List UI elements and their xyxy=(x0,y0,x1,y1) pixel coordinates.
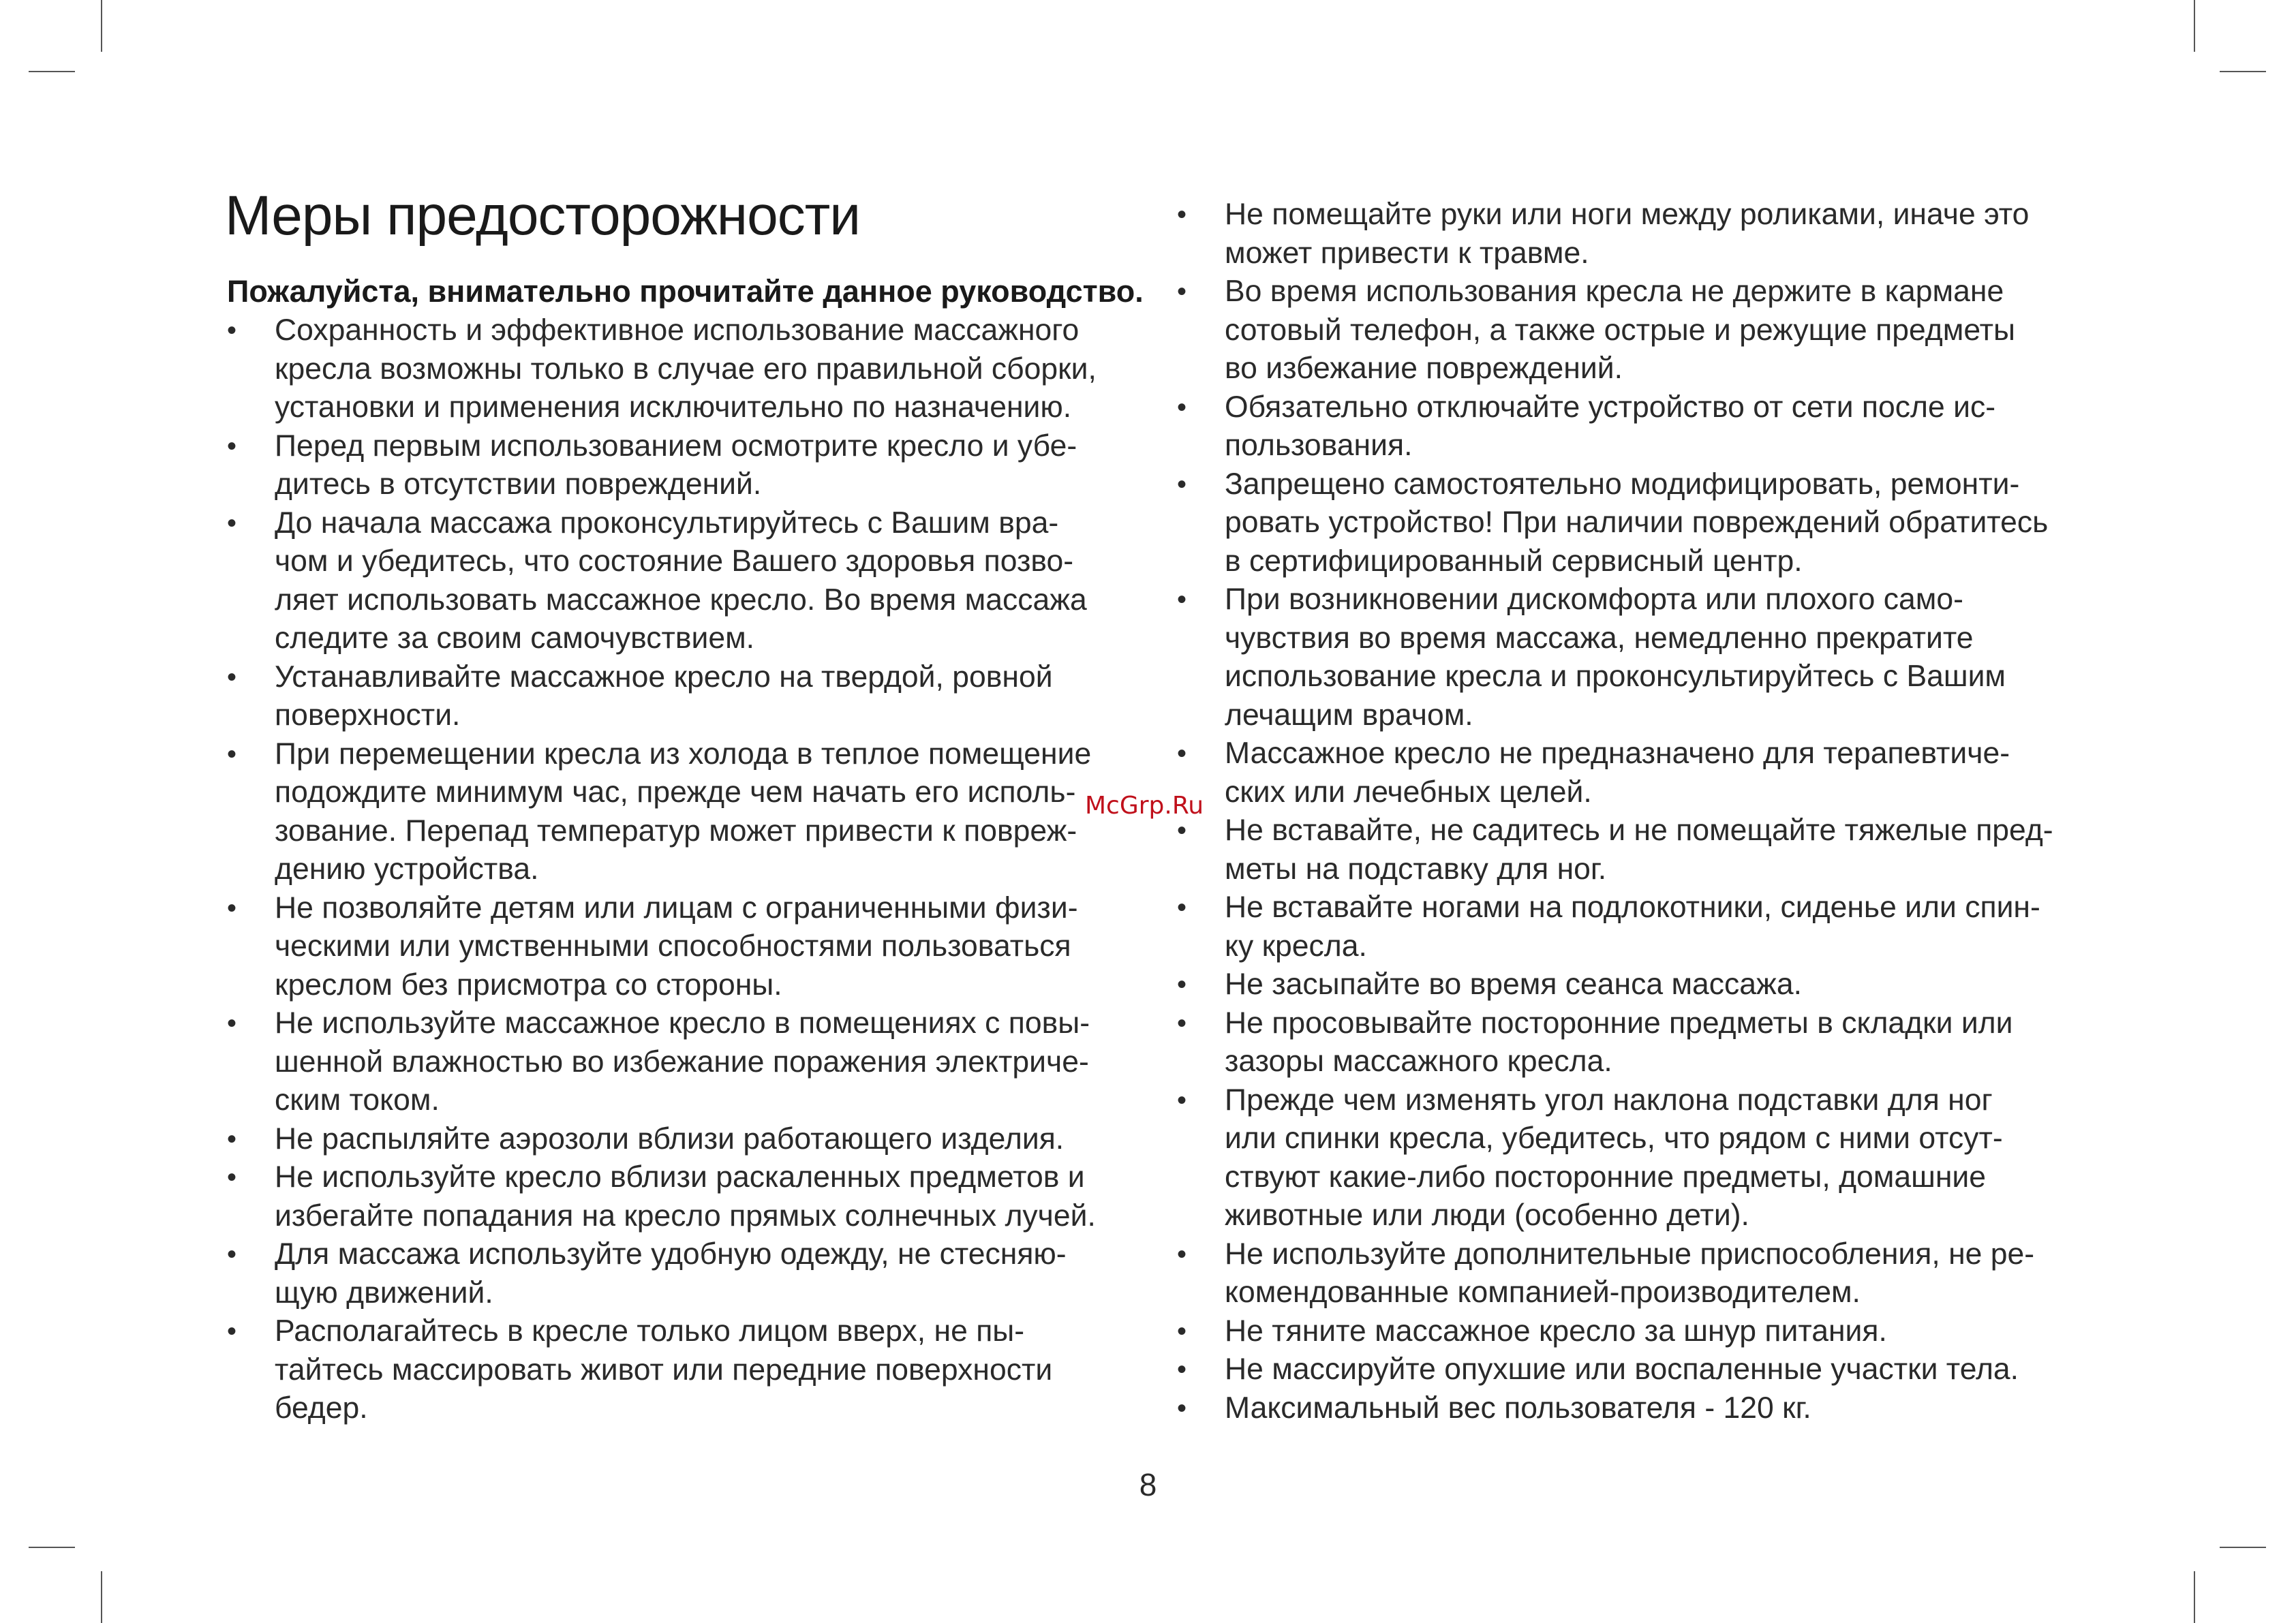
list-item-line: Перед первым использованием осмотрите кресло и убе- xyxy=(275,429,1077,463)
bullet-icon: • xyxy=(1177,1393,1187,1423)
list-item-line: Не используйте массажное кресло в помещениях с повы- xyxy=(275,1006,1090,1040)
list-item xyxy=(227,889,1133,1005)
crop-mark-top-left-horizontal xyxy=(29,71,75,72)
bullet-icon: • xyxy=(227,893,237,923)
list-item-line: зование. Перепад температур может привести к повреж- xyxy=(275,814,1077,848)
list-item-line: установки и применения исключительно по назначению. xyxy=(275,390,1072,424)
list-item-line: Массажное кресло не предназначено для терапевтиче- xyxy=(1225,737,2010,770)
list-item-line: Сохранность и эффективное использование массажного xyxy=(275,313,1080,347)
bullet-icon: • xyxy=(1177,970,1187,1000)
bullet-icon: • xyxy=(1177,1085,1187,1115)
list-item-line: ку кресла. xyxy=(1225,929,1367,963)
bullet-icon: • xyxy=(227,508,237,538)
bullet-icon: • xyxy=(227,662,237,692)
list-item xyxy=(227,311,1133,427)
list-item-line: лечащим врачом. xyxy=(1225,698,1473,732)
list-item xyxy=(1177,965,2083,1004)
list-item-line: Для массажа используйте удобную одежду, не стесняю- xyxy=(275,1237,1067,1271)
list-item xyxy=(1177,581,2083,735)
bullet-icon: • xyxy=(1177,1316,1187,1346)
bullet-icon: • xyxy=(227,1008,237,1038)
list-item-line: бедер. xyxy=(275,1391,368,1425)
list-item-line: тайтесь массировать живот или передние поверхности xyxy=(275,1352,1053,1387)
list-item-line: Запрещено самостоятельно модифицировать, ремонти- xyxy=(1225,467,2020,501)
list-item-line: избегайте попадания на кресло прямых солнечных лучей. xyxy=(275,1199,1096,1233)
bullet-icon: • xyxy=(1177,739,1187,769)
list-item-line: использование кресла и проконсультируйтесь с Вашим xyxy=(1225,660,2006,693)
list-item-line: Максимальный вес пользователя - 120 кг. xyxy=(1225,1391,1811,1425)
bullet-icon: • xyxy=(1177,816,1187,846)
list-item-line: животные или люди (особенно дети). xyxy=(1225,1199,1749,1232)
list-item-line: дению устройства. xyxy=(275,852,539,886)
list-item-line: ствуют какие-либо посторонние предметы, домашние xyxy=(1225,1160,1987,1194)
list-item-line: Не массируйте опухшие или воспаленные участки тела. xyxy=(1225,1352,2019,1386)
crop-mark-bottom-left-vertical xyxy=(101,1571,102,1623)
list-item-line: Не засыпайте во время сеанса массажа. xyxy=(1225,968,1802,1001)
list-item-line: Располагайтесь в кресле только лицом вверх, не пы- xyxy=(275,1314,1025,1348)
list-item-line: Не используйте дополнительные приспособления, не ре- xyxy=(1225,1237,2035,1271)
bullet-icon: • xyxy=(1177,200,1187,230)
list-item xyxy=(227,1235,1133,1312)
crop-mark-top-right-vertical xyxy=(2194,0,2195,52)
bullet-icon: • xyxy=(1177,893,1187,923)
page-title: Меры предосторожности xyxy=(225,185,861,247)
list-item-line: кресла возможны только в случае его правильной сборки, xyxy=(275,352,1097,386)
list-item-line: дитесь в отсутствии повреждений. xyxy=(275,467,762,501)
bullet-icon: • xyxy=(227,1124,237,1154)
bullet-icon: • xyxy=(1177,1008,1187,1038)
list-item-line: подождите минимум час, прежде чем начать его исполь- xyxy=(275,775,1076,809)
list-item xyxy=(227,1158,1133,1235)
list-item-line: До начала массажа проконсультируйтесь с Вашим вра- xyxy=(275,506,1059,540)
list-item-line: комендованные компанией-производителем. xyxy=(1225,1276,1861,1309)
list-item-line: следите за своим самочувствием. xyxy=(275,621,755,655)
watermark: McGrp.Ru xyxy=(1085,792,1204,820)
bullet-icon: • xyxy=(227,739,237,769)
list-item-line: ческими или умственными способностями пользоваться xyxy=(275,929,1071,963)
list-item-line: зазоры массажного кресла. xyxy=(1225,1045,1612,1078)
bullet-icon: • xyxy=(1177,469,1187,499)
list-item xyxy=(227,1120,1133,1159)
list-item xyxy=(227,427,1133,504)
bullet-icon: • xyxy=(1177,277,1187,307)
bullet-icon: • xyxy=(227,1162,237,1192)
list-item xyxy=(227,735,1133,889)
list-item xyxy=(1177,1312,2083,1351)
list-item-line: во избежание повреждений. xyxy=(1225,352,1623,385)
crop-mark-top-right-horizontal xyxy=(2220,71,2266,72)
list-item-line: ским током. xyxy=(275,1083,440,1117)
list-item-line: Не помещайте руки или ноги между роликами, иначе это xyxy=(1225,198,2030,231)
list-item xyxy=(1177,888,2083,965)
list-item xyxy=(1177,1350,2083,1389)
list-item-line: Не используйте кресло вблизи раскаленных предметов и xyxy=(275,1160,1085,1194)
list-item xyxy=(227,504,1133,658)
right-column-list xyxy=(1177,196,2083,1427)
list-item xyxy=(1177,812,2083,888)
list-item xyxy=(1177,388,2083,465)
list-item-line: ляет использовать массажное кресло. Во время массажа xyxy=(275,583,1087,617)
list-item-line: сотовый телефон, а также острые и режущие предметы xyxy=(1225,313,2015,347)
bullet-icon: • xyxy=(227,431,237,461)
list-item-line: или спинки кресла, убедитесь, что рядом с ними отсут- xyxy=(1225,1122,2003,1155)
list-item xyxy=(1177,735,2083,812)
list-item-line: может привести к травме. xyxy=(1225,236,1589,270)
bullet-icon: • xyxy=(227,315,237,345)
list-item-line: Не вставайте ногами на подлокотники, сиденье или спин- xyxy=(1225,891,2040,924)
list-item-line: чом и убедитесь, что состояние Вашего здоровья позво- xyxy=(275,544,1074,578)
list-item xyxy=(1177,196,2083,273)
list-item xyxy=(227,1004,1133,1120)
list-item-line: При возникновении дискомфорта или плохого само- xyxy=(1225,583,1963,616)
list-item-line: Устанавливайте массажное кресло на твердой, ровной xyxy=(275,660,1053,694)
list-item-line: чувствия во время массажа, немедленно прекратите xyxy=(1225,621,1974,655)
list-item-line: в сертифицированный сервисный центр. xyxy=(1225,544,1803,578)
bullet-icon: • xyxy=(227,1239,237,1269)
list-item xyxy=(1177,273,2083,388)
bullet-icon: • xyxy=(227,1316,237,1346)
crop-mark-bottom-right-vertical xyxy=(2194,1571,2195,1623)
bullet-icon: • xyxy=(1177,1355,1187,1385)
list-item xyxy=(227,658,1133,735)
list-item-line: ровать устройство! При наличии повреждений обратитесь xyxy=(1225,506,2049,539)
list-item-line: пользования. xyxy=(1225,429,1413,462)
list-item-line: шенной влажностью во избежание поражения электриче- xyxy=(275,1045,1089,1079)
list-item-line: Не позволяйте детям или лицам с ограниченными физи- xyxy=(275,891,1078,925)
bullet-icon: • xyxy=(1177,585,1187,615)
list-item xyxy=(1177,1004,2083,1081)
crop-mark-top-left-vertical xyxy=(101,0,102,52)
list-item xyxy=(1177,1389,2083,1428)
bullet-icon: • xyxy=(1177,1239,1187,1269)
page-number: 8 xyxy=(1139,1467,1157,1502)
list-item-line: Обязательно отключайте устройство от сети после ис- xyxy=(1225,390,1996,424)
list-item-line: Не вставайте, не садитесь и не помещайте тяжелые пред- xyxy=(1225,814,2053,847)
list-item-line: При перемещении кресла из холода в теплое помещение xyxy=(275,737,1092,771)
list-item xyxy=(1177,1081,2083,1235)
crop-mark-bottom-right-horizontal xyxy=(2220,1547,2266,1548)
list-item-line: Не распыляйте аэрозоли вблизи работающего изделия. xyxy=(275,1122,1065,1156)
list-item-line: меты на подставку для ног. xyxy=(1225,852,1607,886)
list-item-line: Не тяните массажное кресло за шнур питания. xyxy=(1225,1314,1887,1348)
list-item xyxy=(1177,1235,2083,1312)
left-column-list xyxy=(227,311,1133,1428)
crop-mark-bottom-left-horizontal xyxy=(29,1547,75,1548)
list-item-line: Прежде чем изменять угол наклона подставки для ног xyxy=(1225,1083,1993,1117)
bullet-icon: • xyxy=(1177,392,1187,422)
list-item xyxy=(227,1312,1133,1428)
list-item-line: щую движений. xyxy=(275,1276,493,1310)
list-item-line: креслом без присмотра со стороны. xyxy=(275,968,782,1002)
subtitle: Пожалуйста, внимательно прочитайте данное руководство. xyxy=(227,274,1144,309)
list-item xyxy=(1177,465,2083,581)
list-item-line: ских или лечебных целей. xyxy=(1225,775,1592,809)
list-item-line: Не просовывайте посторонние предметы в складки или xyxy=(1225,1006,2013,1040)
list-item-line: поверхности. xyxy=(275,698,461,732)
list-item-line: Во время использования кресла не держите в кармане xyxy=(1225,275,2004,308)
